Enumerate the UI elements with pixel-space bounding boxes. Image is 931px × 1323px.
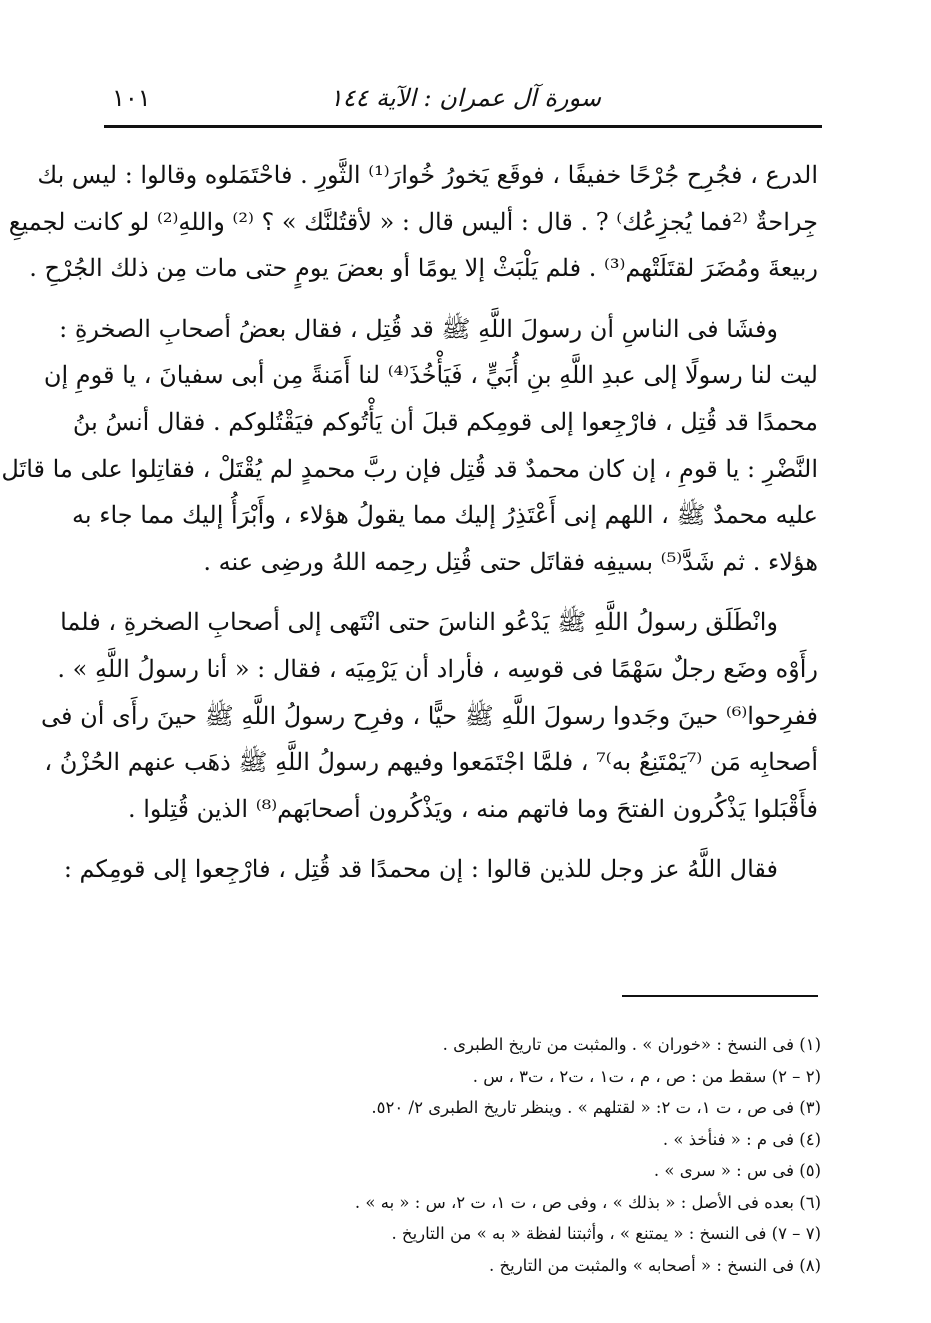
footnote: (٦) بعده فى الأصل : « بذلك » ، وفى ص ، ت ١، ت ٢، س : « به » .: [354, 1192, 821, 1212]
footnote: (٥) فى س : « سرى » .: [653, 1161, 821, 1180]
footnote: (٧ – ٧) فى النسخ : « يمتنع » ، وأثبتنا لفظة « به » من التاريخ .: [391, 1224, 821, 1243]
page-number: ١٠١: [112, 84, 151, 112]
header-rule: [104, 125, 822, 128]
text-line: محمدًا قد قُتِل ، فارْجِعوا إلى قومِكم قبلَ أن يَأْتُوكم فيَقْتُلوكم . فقال أنسُ بنُ: [72, 407, 818, 436]
footnotes: [121, 1029, 821, 1281]
paragraph-3: [41, 599, 818, 832]
paragraph-4: [63, 846, 818, 893]
paragraph-2: [1, 306, 818, 586]
text-line: النَّضْرِ : يا قومِ ، إن كان محمدٌ قد قُتِل فإن ربَّ محمدٍ لم يُقْتَلْ ، فقاتِلوا على ما قاتَل: [1, 454, 818, 483]
text-line: وفشَا فى الناسِ أن رسولَ اللَّهِ ﷺ قد قُتِل ، فقال بعضُ أصحابِ الصخرةِ :: [59, 314, 778, 343]
text-line: رأَوْه وضَع رجلٌ سَهْمًا فى قوسِه ، فأراد أن يَرْمِيَه ، فقال : « أنا رسولُ اللَّهِ » .: [57, 654, 818, 683]
text-line: فقال اللَّهُ عز وجل للذين قالوا : إن محمدًا قد قُتِل ، فارْجِعوا إلى قومِكم :: [63, 855, 778, 884]
text-line: عليه محمدٌ ﷺ ، اللهم إنى أَعْتَذِرُ إليك مما يقولُ هؤلاء ، وأَبْرَأُ إليك مما جاء به: [72, 501, 818, 530]
footnote: (٨) فى النسخ : « أصحابه » والمثبت من التاريخ .: [488, 1255, 821, 1275]
text-line: جِراحةٌ ⁽²فما يُجزِعُك⁾ ? . قال : أليس قال : « لأقتُلنَّك » ؟ ⁽²⁾ واللهِ⁽²⁾ لو كانت لجميعِ: [8, 207, 818, 236]
footnote: (٢ – ٢) سقط من : ص ، م ، ت١ ، ت٢ ، ت٣ ، س .: [472, 1066, 821, 1086]
text-line: وانْطَلَق رسولُ اللَّهِ ﷺ يَدْعُو الناسَ حتى انْتَهى إلى أصحابِ الصخرةِ ، فلما: [60, 608, 778, 637]
text-line: أصحابِه مَن ⁽⁷يَمْتَنِعُ به⁾⁷ ، فلمَّا اجْتَمَعوا وفيهم رسولُ اللَّهِ ﷺ ذهَب عنهم الحُزْنُ ،: [44, 748, 818, 777]
text-line: فأَقْبَلوا يَذْكُرون الفتحَ وما فاتهم منه ، ويَذْكُرون أصحابَهم⁽⁸⁾ الذين قُتِلوا .: [127, 794, 818, 823]
footnote: (٣) فى ص ، ت ١، ت ٢: « لقتلهم » . وينظر تاريخ الطبرى ٢/ ٥٢٠.: [371, 1098, 821, 1117]
running-header-title: سورة آل عمران : الآية ١٤٤: [329, 84, 601, 112]
main-text: [1, 152, 818, 893]
text-line: هؤلاء . ثم شَدَّ⁽⁵⁾ بسيفِه فقاتَل حتى قُتِل رحِمه اللهُ ورضِى عنه .: [203, 547, 818, 576]
text-line: الدرع ، فجُرِح جُرْحًا خفيفًا ، فوقَع يَخورُ خُوارَ⁽¹⁾ الثَّورِ . فاحْتَمَلوه وقالوا : ليس بك: [37, 161, 818, 189]
footnote: (١) فى النسخ : «خوران » . والمثبت من تاريخ الطبرى .: [442, 1035, 821, 1054]
text-line: ربيعةَ ومُضَرَ لقتَلَتْهم⁽³⁾ . فلم يَلْبَثْ إلا يومًا أو بعضَ يومٍ حتى مات مِن ذلك الجُرْحِ .: [29, 254, 818, 283]
paragraph-1: [8, 152, 818, 292]
footnote: (٤) فى م : « فنأخذ » .: [662, 1129, 821, 1149]
footnote-rule: [622, 995, 818, 997]
text-line: ففرِحوا⁽⁶⁾ حينَ وجَدوا رسولَ اللَّهِ ﷺ حيًّا ، وفرِح رسولُ اللَّهِ ﷺ حينَ رأَى أن فى: [41, 701, 818, 730]
text-line: ليت لنا رسولًا إلى عبدِ اللَّهِ بنِ أُبَيٍّ ، فَيَأْخُذَ⁽⁴⁾ لنا أَمَنةً مِن أبى سفيانَ ، يا قومِ إن: [43, 361, 818, 390]
